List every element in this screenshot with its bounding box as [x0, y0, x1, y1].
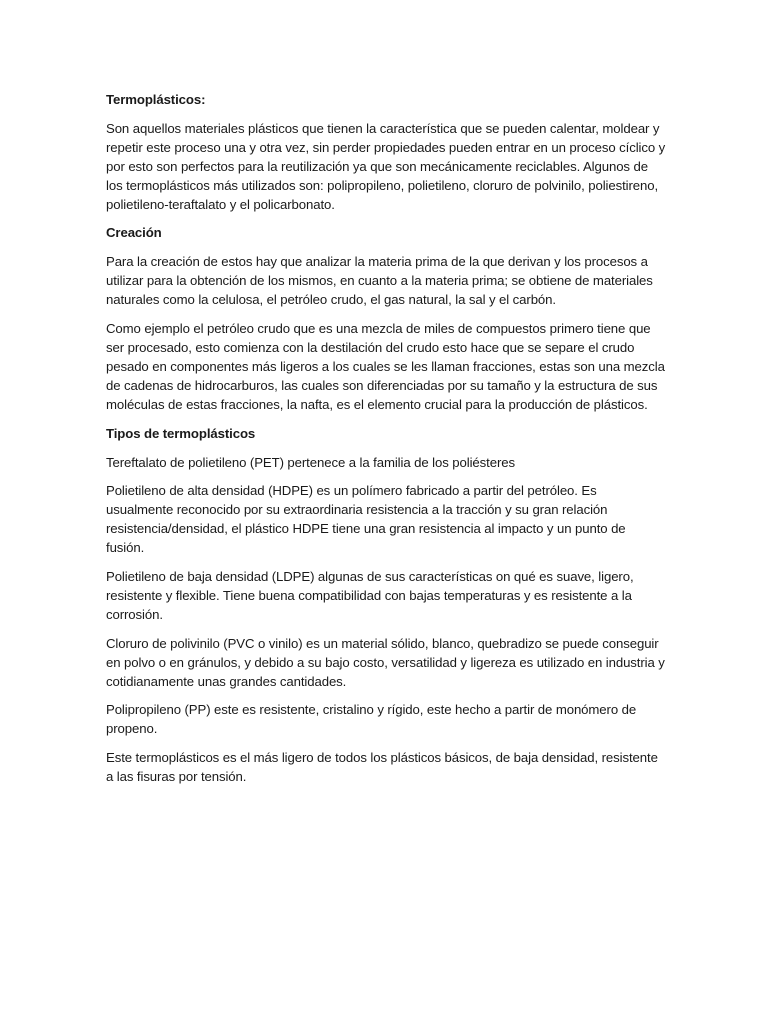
- heading-creacion: Creación: [106, 225, 162, 241]
- paragraph-intro: Son aquellos materiales plásticos que tienen la característica que se pueden calentar, moldear y repetir este proceso una y otra vez, sin perder propiedades pueden entrar en un proceso cíclico y por esto son perfectos para la reutilización ya que son mecánicamente reciclables. Algunos de los termoplásticos más utilizados son: polipropileno, polietileno, cloruro de polvinilo, poliestireno, polietileno-teraftalato y el policarbonato.: [106, 120, 666, 212]
- heading-tipos: Tipos de termoplásticos: [106, 425, 256, 441]
- paragraph-pp-ligereza: Este termoplásticos es el más ligero de todos los plásticos básicos, de baja densidad, resistente a las fisuras por tensión.: [106, 750, 658, 785]
- paragraph-creacion-petroleo: Como ejemplo el petróleo crudo que es una mezcla de miles de compuestos primero tiene que ser procesado, esto comienza con la destilación del crudo esto hace que se separe el crudo pesado en componentes más ligeros a los cuales se les llaman fracciones, estas son una mezcla de cadenas de hidrocarburos, las cuales son diferenciadas por su tamaño y la estructura de sus moléculas de estas fracciones, la nafta, es el elemento crucial para la producción de plásticos.: [106, 321, 665, 412]
- paragraph-creacion-materia-prima: Para la creación de estos hay que analizar la materia prima de la que derivan y los procesos a utilizar para la obtención de los mismos, en cuanto a la materia prima; se obtiene de materiales naturales como la celulosa, el petróleo crudo, el gas natural, la sal y el carbón.: [106, 254, 653, 308]
- document-body: [106, 91, 666, 797]
- paragraph-hdpe: Polietileno de alta densidad (HDPE) es un polímero fabricado a partir del petróleo. Es usualmente reconocido por su extraordinaria resistencia a la tracción y su gran relación resistencia/densidad, el plástico HDPE tiene una gran resistencia al impacto y un punto de fusión.: [106, 483, 626, 556]
- paragraph-ldpe: Polietileno de baja densidad (LDPE) algunas de sus características on qué es suave, ligero, resistente y flexible. Tiene buena compatibilidad con bajas temperaturas y es resistente a la corrosión.: [106, 569, 634, 622]
- paragraph-pvc: Cloruro de polivinilo (PVC o vinilo) es un material sólido, blanco, quebradizo se puede conseguir en polvo o en gránulos, y debido a su bajo costo, versatilidad y ligereza es utilizado en industria y cotidianamente unas grandes cantidades.: [106, 635, 665, 689]
- paragraph-pet: Tereftalato de polietileno (PET) pertenece a la familia de los poliésteres: [106, 454, 515, 470]
- heading-termoplasticos: Termoplásticos:: [106, 92, 206, 107]
- paragraph-pp: Polipropileno (PP) este es resistente, cristalino y rígido, este hecho a partir de monómero de propeno.: [106, 702, 637, 737]
